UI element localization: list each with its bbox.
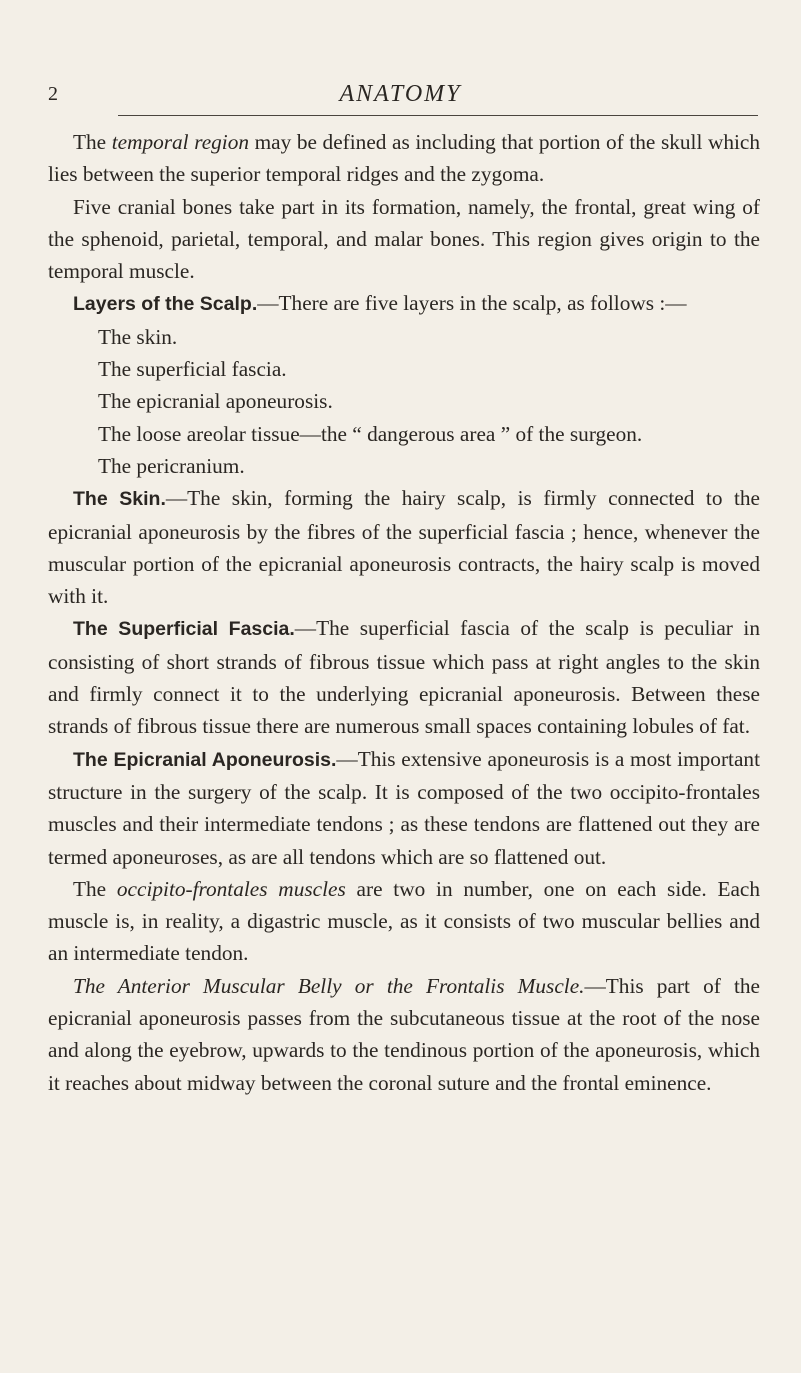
running-head: ANATOMY [339,81,462,107]
paragraph-text: —This extensive aponeurosis is a most important structure in the surgery of the scalp. It is composed of the two occipito-frontales muscles and their intermediate tendons ; as these tendons are flattened out they are termed aponeuroses, as are all tendons which are so flattened out. [48,746,760,869]
paragraph-text: —The superficial fascia of the scalp is peculiar in consisting of short strands of fibrous tissue which pass at right angles to the skin and firmly connect it to the underlying epicranial aponeurosis. Between these strands of fibrous tissue there are numerous small spaces containing lobules of fat. [48,616,760,739]
paragraph-text: —There are five layers in the scalp, as follows :— [257,291,687,316]
heading-epicranial-aponeurosis: The Epicranial Aponeurosis. [73,748,337,771]
paragraph-layers [48,287,760,320]
header-rule [118,115,758,116]
term-temporal-region: temporal region [111,130,250,154]
paragraph-prefix: The [73,876,107,901]
heading-superficial-fascia: The Superficial Fascia. [73,618,295,641]
paragraph-occipito-frontales [48,873,760,970]
list-item: The loose areolar tissue—the “ dangerous area ” of the surgeon. [98,421,643,446]
paragraph-superficial-fascia [48,612,760,742]
layers-list [48,321,760,482]
page-body [48,126,760,1099]
list-item: The skin. [98,324,178,349]
list-item: The superficial fascia. [98,357,287,382]
page-number: 2 [48,83,58,105]
paragraph-epicranial-aponeurosis [48,743,760,873]
list-item: The epicranial aponeurosis. [98,389,333,414]
paragraph-text: —The skin, forming the hairy scalp, is firmly connected to the epicranial aponeurosis by the fibres of the superficial fascia ; hence, whenever the muscular portion of the epicranial aponeurosis contracts, the hairy scalp is moved with it. [48,486,760,609]
term-occipito-frontales: occipito-frontales muscles [116,876,346,901]
paragraph-text: are two in number, one on each side. Each muscle is, in reality, a digastric muscle, as it consists of two muscular bellies and an intermediate tendon. [48,876,761,966]
paragraph-text: may be defined as including that portion of the skull which lies between the superior temporal ridges and the zygoma. [48,130,760,187]
paragraph-text: —This part of the epicranial aponeurosis passes from the subcutaneous tissue at the root of the nose and along the eyebrow, upwards to the tendinous portion of the aponeurosis, which it reaches about midway between the coronal suture and the frontal eminence. [48,973,760,1095]
list-item: The pericranium. [98,453,245,478]
heading-the-skin: The Skin. [73,488,166,511]
paragraph-frontalis [48,970,760,1099]
heading-frontalis-muscle: The Anterior Muscular Belly or the Frontalis Muscle. [73,973,585,998]
paragraph-temporal-region: The temporal region may be defined as including that portion of the skull which lies between the superior temporal ridges and the zygoma. [48,130,760,187]
paragraph-skin [48,482,760,612]
heading-layers-of-the-scalp: Layers of the Scalp. [73,293,258,316]
paragraph-cranial-bones: Five cranial bones take part in its formation, namely, the frontal, great wing of the sphenoid, parietal, temporal, and malar bones. This region gives origin to the temporal muscle. [48,194,760,284]
